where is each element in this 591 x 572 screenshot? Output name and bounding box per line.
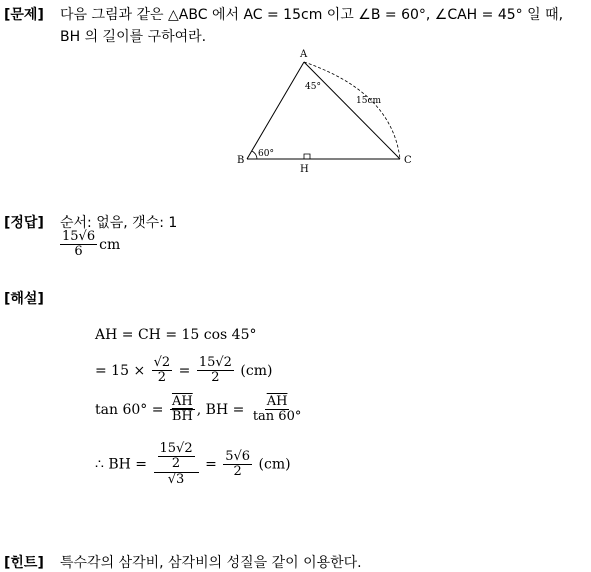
solution-line-3 [95,395,305,425]
triangle-figure [0,45,591,175]
l4-big-frac [154,442,199,487]
l4-unit: (cm) [258,456,291,473]
hint-tag: [힌트] [4,555,44,571]
l4-result-frac [223,450,252,480]
side-ac-label: 15cm [356,96,382,106]
l2-frac-2-den: 2 [211,370,220,386]
problem-line-2: BH 의 길이를 구하여라. [60,29,207,45]
l3-prefix: tan 60° = [95,401,164,418]
label-b: B [237,155,245,166]
l2-frac-2-num: 15√2 [198,355,232,370]
l2-frac-1-num: √2 [153,355,171,370]
l4-inner-frac [158,442,195,472]
answer-tag: [정답] [4,215,44,231]
label-a: A [300,49,308,60]
l4-result-num: 5√6 [225,448,251,464]
l4-inner-den: 2 [171,456,181,472]
l4-big-num [154,442,199,473]
l4-eq: = [205,456,217,473]
l3-frac-1-den: BH [171,409,193,425]
label-h: H [300,164,309,175]
angle-a-label: 45° [305,82,321,92]
l3-frac-1 [170,395,195,425]
hint-text: 특수각의 삼각비, 삼각비의 성질을 같이 이용한다. [60,555,362,571]
answer-num: 15√6 [62,229,96,244]
solution-tag: [해설] [4,291,44,307]
l3-frac-2-den: tan 60° [252,409,302,425]
solution-line-2 [95,356,272,386]
label-c: C [404,155,412,166]
answer-fraction [60,230,97,260]
side-ac [304,62,400,159]
answer-unit: cm [99,236,121,253]
l3-frac-2-num: $\overline{AH}$ [266,394,288,409]
l3-frac-1-num: $\overline{AH}$ [171,394,193,409]
solution-line-4 [95,442,291,487]
l2-unit: (cm) [240,362,273,379]
l3-frac-2 [251,395,304,425]
l2-eq: = [178,362,191,379]
l2-prefix: = 15 × [95,362,146,379]
side-ab [247,62,304,159]
problem-line-1: 다음 그림과 같은 △ABC 에서 AC = 15cm 이고 ∠B = 60°, ∠CAH = 45° 일 때, [60,7,564,23]
problem-tag: [문제] [4,7,44,23]
l4-result-den: 2 [233,463,242,479]
solution-line-1: AH = CH = 15 cos 45° [95,327,257,343]
right-angle-mark [304,154,310,159]
l2-frac-2 [197,356,234,386]
l2-frac-1 [152,356,173,386]
l4-big-den: √3 [167,471,185,487]
l3-mid: , BH = [196,401,245,418]
answer-value [58,230,120,260]
angle-b-label: 60° [258,149,274,159]
l2-frac-1-den: 2 [157,370,167,386]
l4-inner-num: 15√2 [159,441,193,456]
angle-b-arc [252,151,257,159]
l4-prefix: ∴ BH = [95,456,148,473]
answer-order: 순서: 없음, 갯수: 1 [60,215,178,231]
answer-den: 6 [74,244,83,260]
